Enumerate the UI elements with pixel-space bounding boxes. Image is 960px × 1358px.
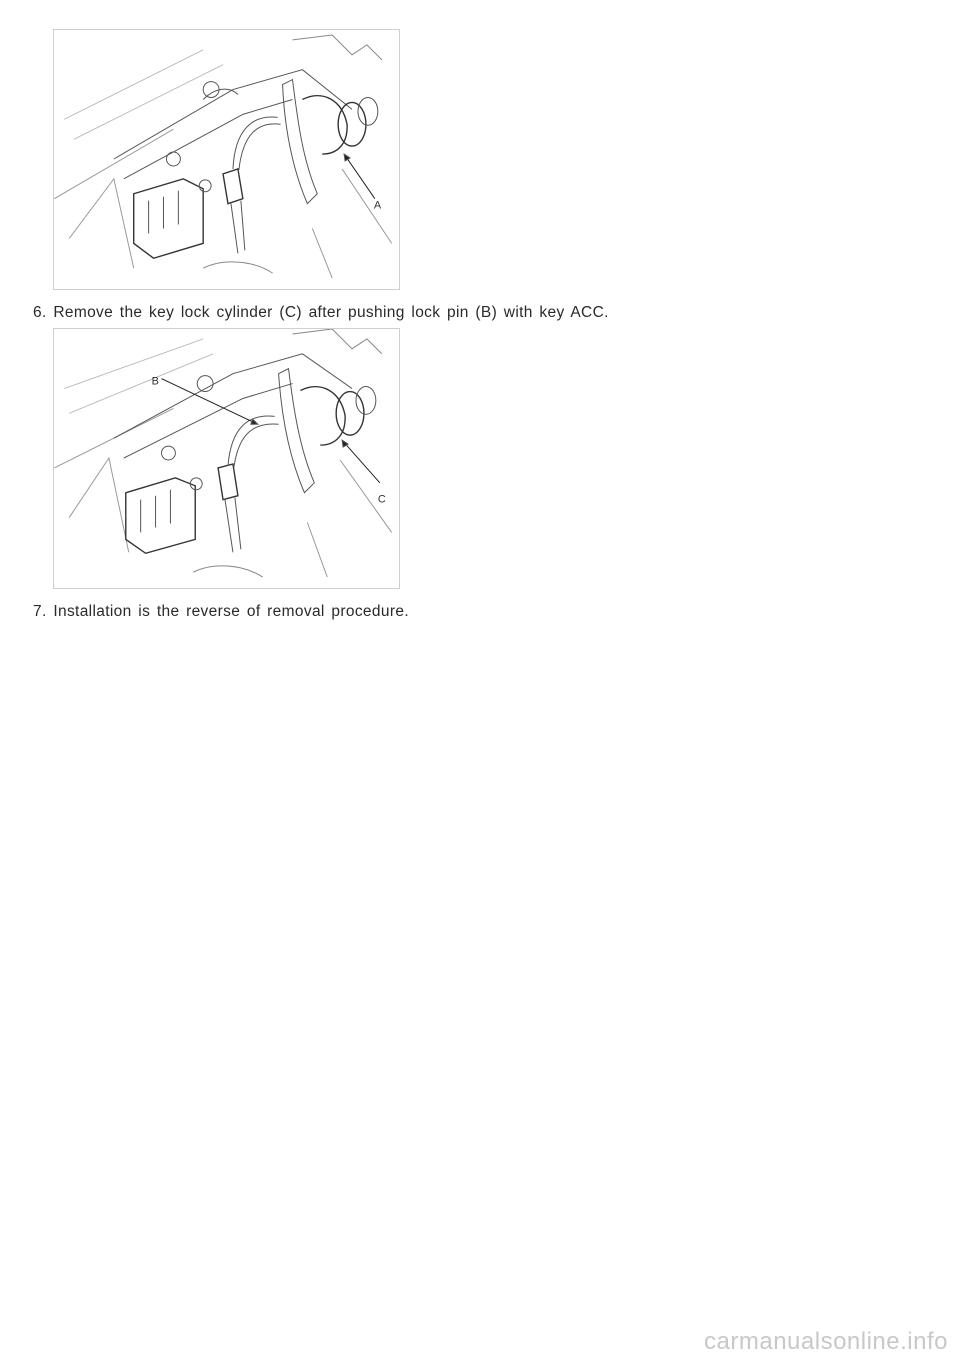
step-instruction: Remove the key lock cylinder (C) after pushing lock pin (B) with key ACC. — [53, 304, 609, 321]
step-number: 6. — [33, 304, 47, 321]
step-number: 7. — [33, 603, 47, 620]
step-7-text — [33, 602, 409, 622]
callout-label-c: C — [377, 493, 386, 506]
callout-label-a: A — [373, 199, 382, 212]
line-drawing-illustration — [54, 30, 399, 289]
figure-steering-column-key-cylinder — [53, 29, 400, 290]
callout-label-b: B — [151, 375, 159, 388]
step-6-text — [33, 303, 609, 323]
footer-watermark: carmanualsonline.info — [704, 1328, 948, 1355]
step-instruction: Installation is the reverse of removal procedure. — [53, 603, 409, 620]
figure-key-lock-cylinder-removal — [53, 328, 400, 589]
line-drawing-illustration — [54, 329, 399, 588]
